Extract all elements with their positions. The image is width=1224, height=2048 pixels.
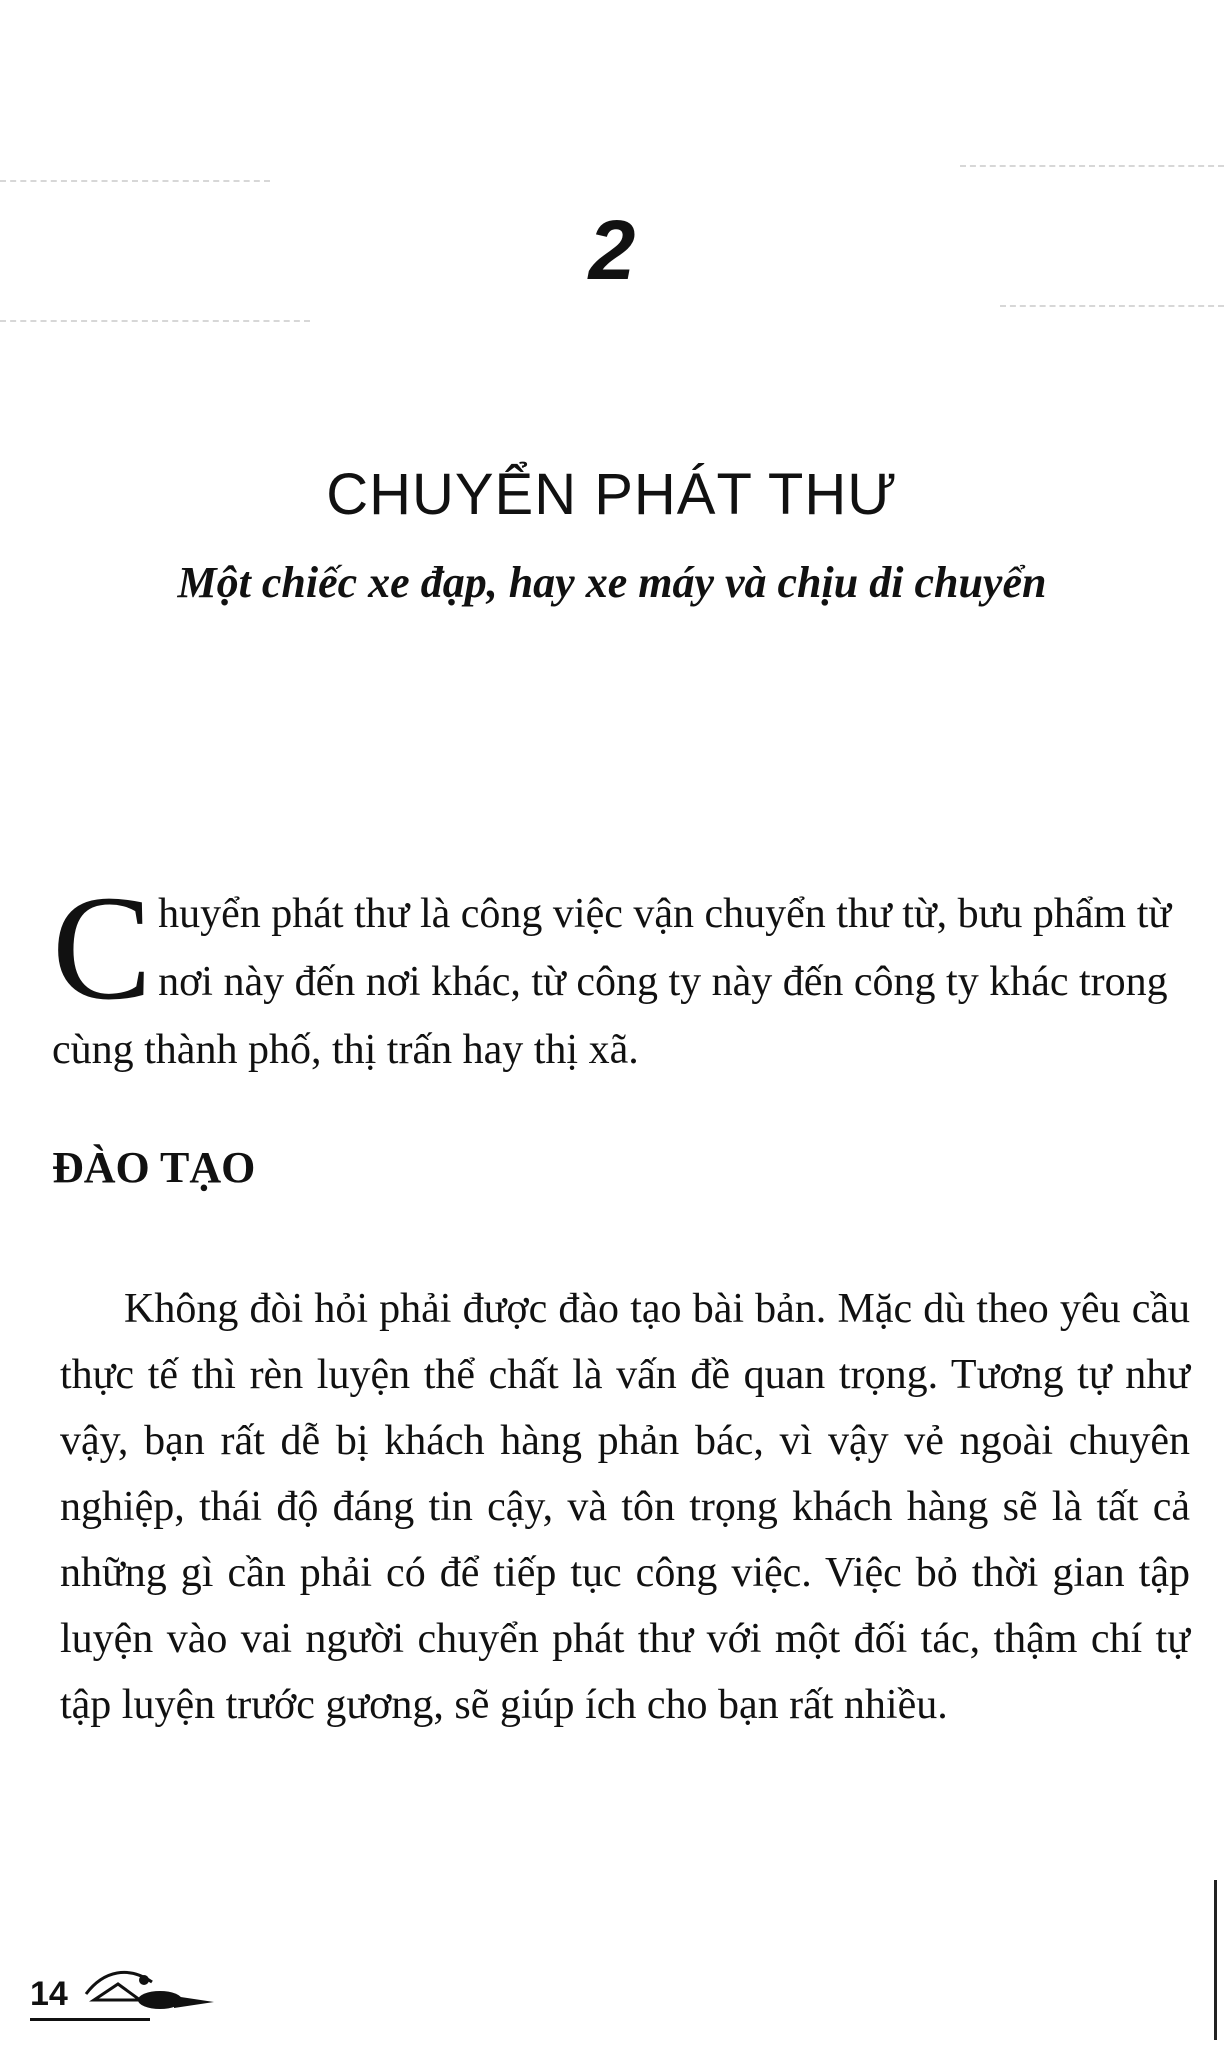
- footer-rule: [30, 2018, 150, 2021]
- intro-paragraph: [52, 865, 1192, 1084]
- scan-line-top-right: [960, 165, 1224, 167]
- page-footer: [30, 1960, 230, 2030]
- chapter-number: 2: [588, 203, 636, 297]
- running-courier-ornament-icon: [74, 1960, 224, 2020]
- intro-text: huyển phát thư là công việc vận chuyển thư từ, bưu phẩm từ nơi này đến nơi khác, từ công ty này đến công ty khác trong cùng thành phố, thị trấn hay thị xã.: [52, 891, 1172, 1073]
- scan-line-mid-left: [0, 320, 310, 322]
- body-paragraph: Không đòi hỏi phải được đào tạo bài bản. Mặc dù theo yêu cầu thực tế thì rèn luyện thể chất là vấn đề quan trọng. Tương tự như vậy, bạn rất dễ bị khách hàng phản bác, vì vậy vẻ ngoài chuyên nghiệp, thái độ đáng tin cậy, và tôn trọng khách hàng sẽ là tất cả những gì cần phải có để tiếp tục công việc. Việc bỏ thời gian tập luyện vào vai người chuyển phát thư với một đối tác, thậm chí tự tập luyện trước gương, sẽ giúp ích cho bạn rất nhiều.: [60, 1286, 1190, 1728]
- page-edge-line: [1214, 1880, 1217, 2040]
- section-heading: ĐÀO TẠO: [52, 1143, 256, 1192]
- chapter-title: CHUYỂN PHÁT THƯ: [326, 462, 898, 527]
- chapter-subtitle: Một chiếc xe đạp, hay xe máy và chịu di chuyển: [177, 558, 1047, 607]
- drop-cap: C: [52, 865, 153, 1031]
- scan-line-top-left: [0, 180, 270, 182]
- scan-line-mid-right: [1000, 305, 1224, 307]
- page-number: 14: [30, 1975, 68, 2013]
